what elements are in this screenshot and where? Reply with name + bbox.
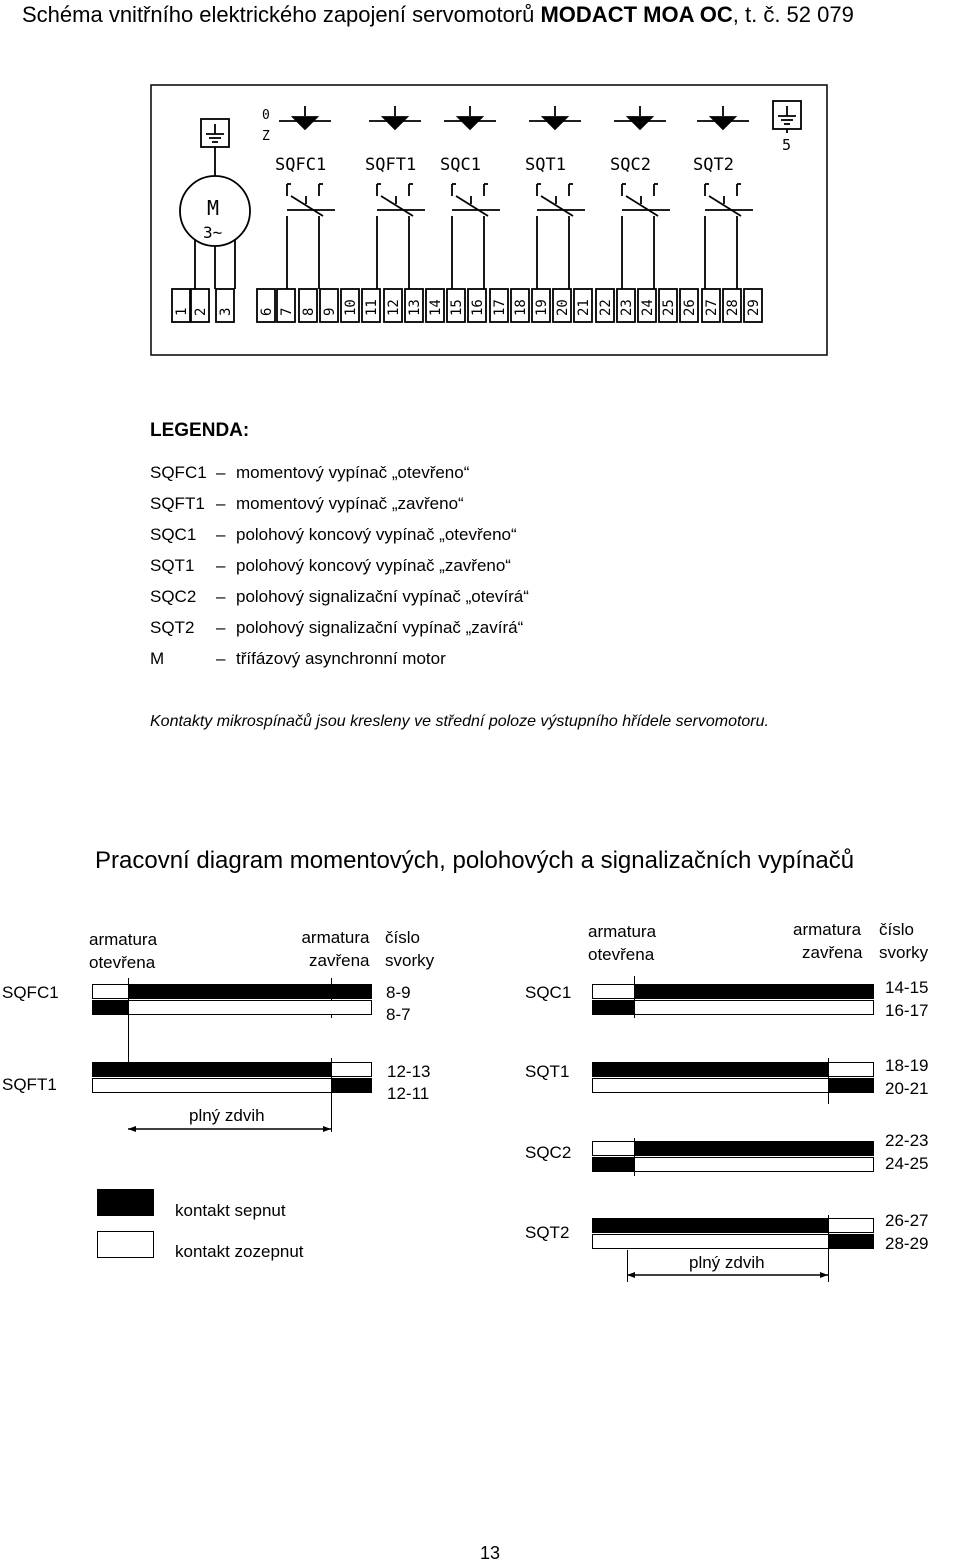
sqt1-row2-open-seg	[592, 1078, 829, 1093]
legend-code: SQC1	[150, 525, 197, 544]
motor-label: M	[207, 196, 220, 220]
motor-sub-label: 3~	[203, 223, 223, 242]
left-hdr-terminal: číslo svorky	[385, 928, 435, 970]
terminal-label-11: 11	[364, 299, 380, 316]
sqc2-row1-open-seg	[592, 1141, 635, 1156]
legend-description: momentový vypínač „zavřeno“	[236, 494, 464, 513]
sqt2-row1-closed-seg	[592, 1218, 829, 1233]
sqc1-terminal-2: 16-17	[885, 1001, 929, 1020]
sqft1-terminal-1: 12-13	[387, 1062, 431, 1081]
sqt1-terminal-1: 18-19	[885, 1056, 929, 1075]
sqc2-row2-closed-seg	[592, 1157, 635, 1172]
sqc2-terminal-1: 22-23	[885, 1131, 929, 1150]
sqt2-row1-open-seg	[828, 1218, 874, 1233]
legend-dash: –	[216, 556, 226, 575]
wiring-schematic	[150, 84, 830, 358]
sqt1-row1-closed-seg	[592, 1062, 829, 1077]
terminal-label-14: 14	[428, 299, 444, 316]
sqt2-terminal-2: 28-29	[885, 1234, 929, 1253]
sqft1-terminal-2: 12-11	[387, 1084, 430, 1103]
left-stroke-label: plný zdvih	[189, 1106, 265, 1125]
sqfc1-row1-closed-seg	[128, 984, 372, 999]
legend-code: SQT2	[150, 618, 195, 637]
terminal-label-27: 27	[704, 299, 720, 316]
sqt1-label: SQT1	[525, 1062, 570, 1081]
terminal-label-7: 7	[279, 307, 295, 316]
legend-note: Kontakty mikrospínačů jsou kresleny ve střední poloze výstupního hřídele servomotoru.	[150, 713, 769, 730]
left-hdr-open: armatura otevřena	[89, 930, 158, 972]
sqc2-terminal-2: 24-25	[885, 1154, 929, 1173]
legend-description: polohový signalizační vypínač „otevírá“	[236, 587, 529, 606]
terminal-label-23: 23	[619, 299, 635, 316]
key-closed-swatch	[97, 1189, 154, 1216]
sqft1-row1-closed-seg	[92, 1062, 332, 1077]
legend-code: M	[150, 649, 165, 668]
sqfc1-row1-open-seg	[92, 984, 129, 999]
terminal-label-8: 8	[301, 307, 317, 316]
sqft1-row2-closed-seg	[331, 1078, 372, 1093]
legend-dash: –	[216, 463, 226, 482]
sqt2-row2-closed-seg	[828, 1234, 874, 1249]
diagram-title: Pracovní diagram momentových, polohových a signalizačních vypínačů	[95, 847, 855, 874]
key-open-label: kontakt zozepnut	[175, 1242, 304, 1261]
switch-label-sqt1: SQT1	[525, 155, 566, 175]
sqc1-row1-closed-seg	[634, 984, 874, 999]
sqt1-row1-open-seg	[828, 1062, 874, 1077]
sqc2-label: SQC2	[525, 1143, 572, 1162]
sqt2-terminal-1: 26-27	[885, 1211, 929, 1230]
legend-code: SQFT1	[150, 494, 205, 513]
right-hdr-terminal: číslo svorky	[879, 920, 929, 962]
sqfc1-terminal-2: 8-7	[386, 1005, 411, 1024]
terminal-label-16: 16	[470, 299, 486, 316]
sqft1-label: SQFT1	[2, 1075, 57, 1094]
sqft1-row1-open-seg	[331, 1062, 372, 1077]
switch-label-sqft1: SQFT1	[365, 155, 417, 175]
terminal-label-29: 29	[746, 299, 762, 316]
page-number: 13	[480, 1543, 501, 1563]
right-hdr-closed: armatura zavřena	[793, 920, 863, 962]
terminal-label-21: 21	[576, 299, 592, 316]
legend-description: polohový signalizační vypínač „zavírá“	[236, 618, 524, 637]
sqc1-row1-open-seg	[592, 984, 635, 999]
terminal-label-17: 17	[492, 299, 508, 316]
left-hdr-closed: armatura zavřena	[301, 928, 370, 970]
legend-description: třífázový asynchronní motor	[236, 649, 446, 668]
terminal-label-10: 10	[343, 299, 359, 316]
switch-label-sqfc1: SQFC1	[275, 155, 327, 175]
title-model: MODACT MOA OC	[540, 2, 733, 27]
document-title	[22, 2, 854, 28]
sqt1-row2-closed-seg	[828, 1078, 874, 1093]
terminal-z-top: 0	[262, 108, 270, 123]
legend-code: SQFC1	[150, 463, 207, 482]
terminal-label-19: 19	[534, 299, 550, 316]
terminal-label-18: 18	[513, 299, 529, 316]
sqc1-row2-closed-seg	[592, 1000, 635, 1015]
legend-code: SQC2	[150, 587, 197, 606]
key-open-swatch	[97, 1231, 154, 1258]
legend-dash: –	[216, 587, 226, 606]
legend-description: polohový koncový vypínač „otevřeno“	[236, 525, 517, 544]
sqt2-row2-open-seg	[592, 1234, 829, 1249]
terminal-label-1: 1	[174, 307, 190, 316]
terminal-label-6: 6	[259, 307, 275, 316]
terminal-label-28: 28	[725, 299, 741, 316]
sqc1-terminal-1: 14-15	[885, 978, 929, 997]
terminal-label-24: 24	[640, 299, 656, 316]
legend-code: SQT1	[150, 556, 195, 575]
terminal-label-25: 25	[661, 299, 677, 316]
legend-description: momentový vypínač „otevřeno“	[236, 463, 470, 482]
sqft1-row2-open-seg	[92, 1078, 332, 1093]
sqc1-label: SQC1	[525, 983, 572, 1002]
legend-dash: –	[216, 494, 226, 513]
sqc2-row2-open-seg	[634, 1157, 874, 1172]
terminal-label-20: 20	[555, 299, 571, 316]
key-closed-label: kontakt sepnut	[175, 1201, 286, 1220]
legend-dash: –	[216, 618, 226, 637]
terminal-label-12: 12	[386, 299, 402, 316]
sqc2-row1-closed-seg	[634, 1141, 874, 1156]
title-suffix: , t. č. 52 079	[732, 2, 854, 27]
terminal-label-26: 26	[682, 299, 698, 316]
right-hdr-open: armatura otevřena	[588, 922, 657, 964]
legend-dash: –	[216, 525, 226, 544]
terminal-label-9: 9	[322, 307, 338, 316]
sqfc1-label: SQFC1	[2, 983, 59, 1002]
sqfc1-terminal-1: 8-9	[386, 983, 411, 1002]
terminal-z-bottom: Z	[262, 129, 270, 144]
terminal-label-22: 22	[598, 299, 614, 316]
ground-right-label: 5	[782, 136, 792, 154]
switch-label-sqc2: SQC2	[610, 155, 651, 175]
terminal-label-2: 2	[193, 307, 209, 316]
switch-label-sqc1: SQC1	[440, 155, 481, 175]
terminal-label-15: 15	[449, 299, 465, 316]
switch-label-sqt2: SQT2	[693, 155, 734, 175]
terminal-label-13: 13	[407, 299, 423, 316]
terminal-label-3: 3	[218, 307, 234, 316]
sqc1-row2-open-seg	[634, 1000, 874, 1015]
sqt2-label: SQT2	[525, 1223, 570, 1242]
legend-description: polohový koncový vypínač „zavřeno“	[236, 556, 511, 575]
legend-dash: –	[216, 649, 226, 668]
sqfc1-row2-closed-seg	[92, 1000, 129, 1015]
legend-title: LEGENDA:	[150, 420, 250, 441]
sqfc1-row2-open-seg	[128, 1000, 372, 1015]
right-stroke-label: plný zdvih	[689, 1253, 765, 1272]
sqt1-terminal-2: 20-21	[885, 1079, 929, 1098]
title-prefix: Schéma vnitřního elektrického zapojení servomotorů	[22, 2, 541, 27]
